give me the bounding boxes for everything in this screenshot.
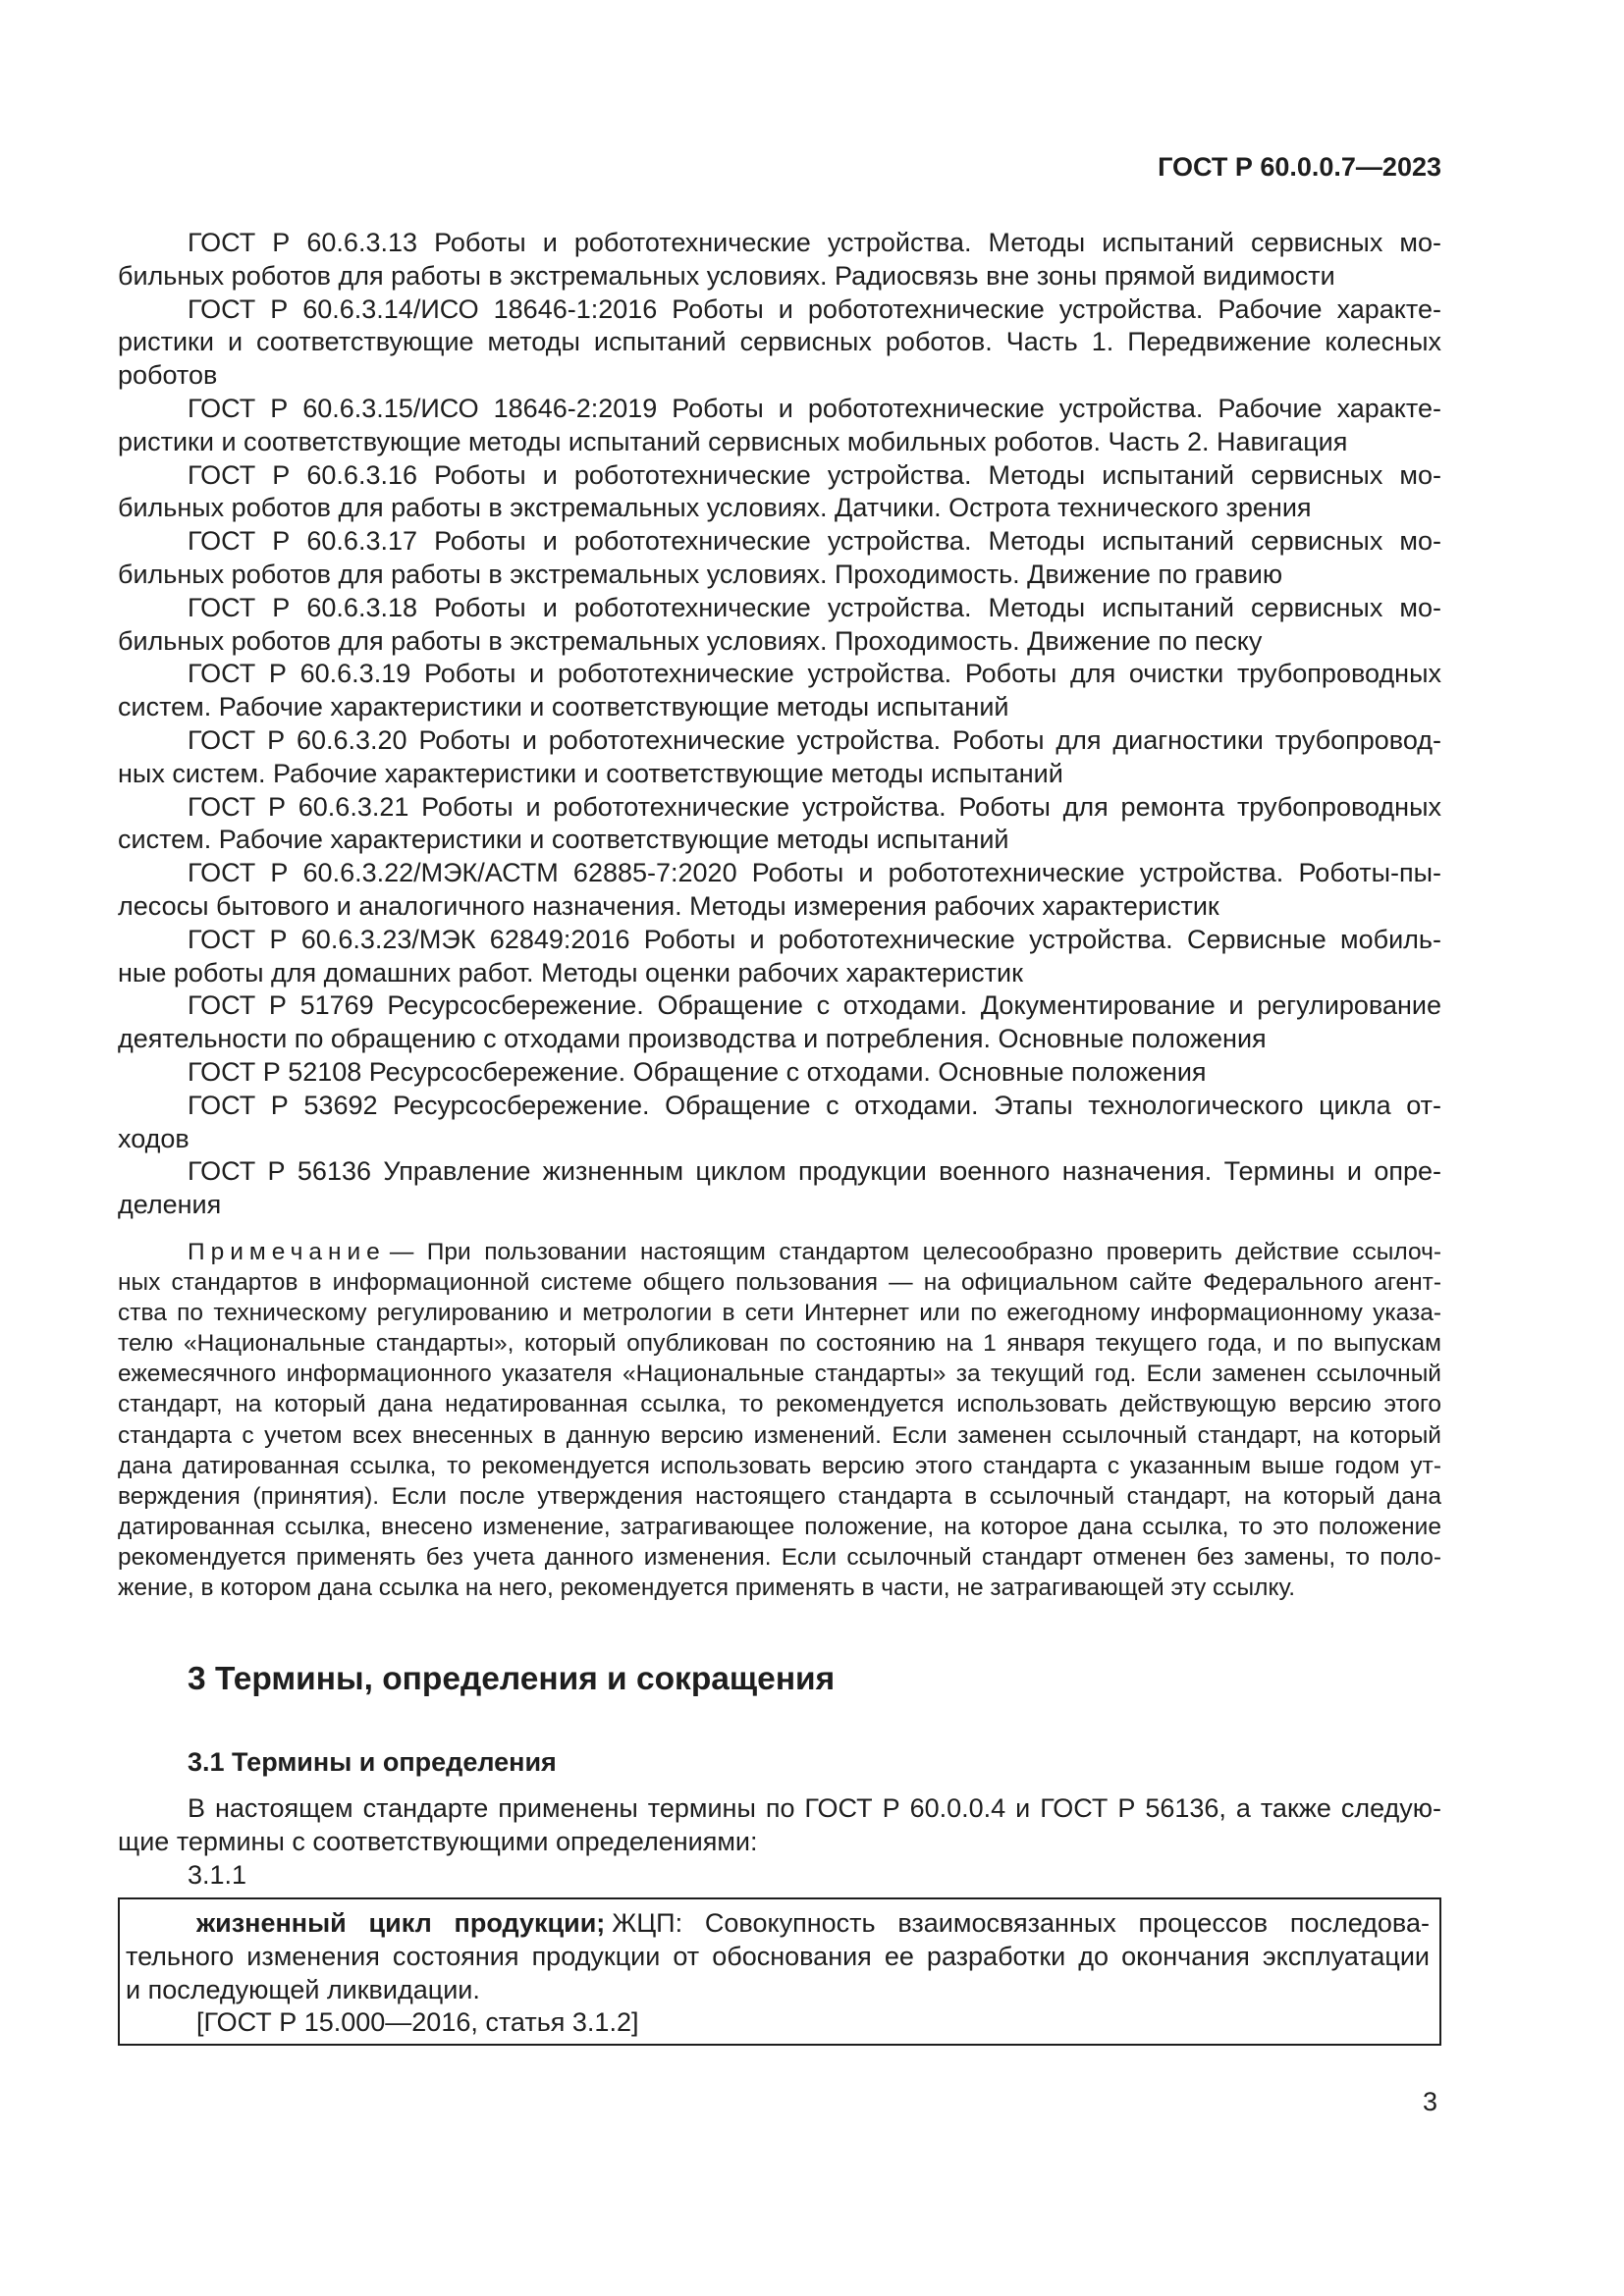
reference-entry	[118, 1090, 1441, 1156]
reference-line: деления	[118, 1190, 222, 1220]
note-line: рекомендуется применять без учета данного изменения. Если ссылочный стандарт отменен без замены, то поло-	[118, 1543, 1441, 1571]
reference-entry	[118, 459, 1441, 526]
reference-entry	[118, 1155, 1441, 1222]
term-source: [ГОСТ Р 15.000—2016, статья 3.1.2]	[196, 2007, 639, 2038]
reference-line: бильных роботов для работы в экстремальных условиях. Проходимость. Движение по песку	[118, 625, 1263, 656]
reference-line: ГОСТ Р 60.6.3.15/ИСО 18646-2:2019 Роботы и робототехнические устройства. Рабочие характе-	[188, 393, 1441, 423]
note-block	[118, 1237, 1441, 1603]
reference-entry	[118, 791, 1441, 858]
term-line	[126, 1907, 1430, 1941]
note-text: — При пользовании настоящим стандартом целесообразно проверить действие ссылоч-	[389, 1239, 1441, 1265]
note-line: ных стандартов в информационной системе общего пользования — на официальном сайте Федерального агент-	[118, 1269, 1441, 1297]
note-line: дана датированная ссылка, то рекомендуется использовать версию этого стандарта с указанным выше годом ут-	[118, 1452, 1441, 1479]
reference-line: ГОСТ Р 53692 Ресурсосбережение. Обращение с отходами. Этапы технологического цикла от-	[188, 1090, 1441, 1120]
reference-entry	[118, 592, 1441, 659]
reference-line: ГОСТ Р 60.6.3.21 Роботы и робототехнические устройства. Роботы для ремонта трубопроводных	[188, 791, 1441, 822]
subsection-heading: 3.1 Термины и определения	[188, 1747, 557, 1777]
reference-line: ходов	[118, 1123, 189, 1153]
term-definition-box	[118, 1897, 1441, 2046]
reference-entry	[118, 857, 1441, 924]
normative-references-list	[118, 227, 1441, 1222]
reference-line: ГОСТ Р 60.6.3.14/ИСО 18646-1:2016 Роботы и робототехнические устройства. Рабочие характе-	[188, 294, 1441, 324]
reference-line: ГОСТ Р 52108 Ресурсосбережение. Обращение с отходами. Основные положения	[188, 1056, 1207, 1087]
section-intro	[118, 1792, 1441, 1892]
reference-line: ГОСТ Р 60.6.3.13 Роботы и робототехнические устройства. Методы испытаний сервисных мо-	[188, 228, 1441, 257]
intro-line: В настоящем стандарте применены термины по ГОСТ Р 60.0.0.4 и ГОСТ Р 56136, а также следую-	[188, 1793, 1441, 1823]
note-line: ежемесячного информационного указателя «Национальные стандарты» за текущий год. Если заменен ссылочный	[118, 1361, 1441, 1388]
note-line	[118, 1237, 1441, 1267]
reference-line: ГОСТ Р 60.6.3.16 Роботы и робототехнические устройства. Методы испытаний сервисных мо-	[188, 459, 1441, 490]
reference-line: ных систем. Рабочие характеристики и соответствующие методы испытаний	[118, 758, 1063, 788]
reference-line: ГОСТ Р 60.6.3.19 Роботы и робототехнические устройства. Роботы для очистки трубопроводных	[188, 659, 1441, 689]
note-line: стандарт, на который дана недатированная ссылка, то рекомендуется использовать действующую версию этого	[118, 1391, 1441, 1418]
reference-line: бильных роботов для работы в экстремальных условиях. Датчики. Острота технического зрения	[118, 493, 1312, 523]
reference-line: систем. Рабочие характеристики и соответствующие методы испытаний	[118, 825, 1009, 855]
term-line: тельного изменения состояния продукции от обоснования ее разработки до окончания эксплуатации	[126, 1941, 1430, 1971]
reference-entry	[118, 924, 1441, 990]
reference-line: систем. Рабочие характеристики и соответствующие методы испытаний	[118, 692, 1009, 722]
reference-line: ГОСТ Р 51769 Ресурсосбережение. Обращение с отходами. Документирование и регулирование	[188, 990, 1441, 1021]
reference-line: ГОСТ Р 60.6.3.20 Роботы и робототехнические устройства. Роботы для диагностики трубопровод-	[188, 724, 1441, 755]
reference-entry	[118, 724, 1441, 791]
section-heading: 3 Термины, определения и сокращения	[188, 1661, 836, 1697]
note-line: ства по техническому регулированию и метрологии в сети Интернет или по ежегодному информационному указа-	[118, 1300, 1441, 1327]
reference-entry	[118, 1056, 1441, 1090]
note-line: датированная ссылка, внесено изменение, затрагивающее положение, на которое дана ссылка, то это положение	[118, 1513, 1441, 1540]
note-line: стандарта с учетом всех внесенных в данную версию изменений. Если заменен ссылочный стандарт, на который	[118, 1421, 1441, 1449]
term-name: жизненный цикл продукции;	[196, 1908, 606, 1938]
reference-line: ГОСТ Р 60.6.3.22/МЭК/АСТМ 62885-7:2020 Роботы и робототехнические устройства. Роботы-пы-	[188, 858, 1441, 888]
reference-entry	[118, 227, 1441, 294]
reference-line: бильных роботов для работы в экстремальных условиях. Радиосвязь вне зоны прямой видимости	[118, 260, 1335, 291]
reference-line: лесосы бытового и аналогичного назначения. Методы измерения рабочих характеристик	[118, 890, 1219, 921]
reference-entry	[118, 989, 1441, 1056]
reference-line: бильных роботов для работы в экстремальных условиях. Проходимость. Движение по гравию	[118, 559, 1283, 589]
reference-line: ГОСТ Р 60.6.3.17 Роботы и робототехнические устройства. Методы испытаний сервисных мо-	[188, 526, 1441, 557]
term-line: и последующей ликвидации.	[126, 1974, 480, 2004]
term-definition: ЖЦП: Совокупность взаимосвязанных процессов последова-	[612, 1908, 1430, 1938]
document-code: ГОСТ Р 60.0.0.7—2023	[1158, 152, 1441, 182]
reference-entry	[118, 658, 1441, 724]
reference-entry	[118, 294, 1441, 393]
note-line: телю «Национальные стандарты», который опубликован по состоянию на 1 января текущего года, и по выпускам	[118, 1330, 1441, 1358]
reference-line: роботов	[118, 360, 218, 391]
reference-line: ристики и соответствующие методы испытаний сервисных роботов. Часть 1. Передвижение колесных	[118, 327, 1441, 357]
reference-line: ГОСТ Р 56136 Управление жизненным циклом продукции военного назначения. Термины и опре-	[188, 1156, 1441, 1187]
reference-line: ные роботы для домашних работ. Методы оценки рабочих характеристик	[118, 957, 1023, 988]
reference-line: ристики и соответствующие методы испытаний сервисных мобильных роботов. Часть 2. Навигация	[118, 426, 1348, 456]
note-line: верждения (принятия). Если после утверждения настоящего стандарта в ссылочный стандарт, на который дана	[118, 1482, 1441, 1510]
intro-line: щие термины с соответствующими определениями:	[118, 1826, 758, 1856]
note-label: Примечание	[188, 1239, 386, 1265]
reference-line: ГОСТ Р 60.6.3.23/МЭК 62849:2016 Роботы и робототехнические устройства. Сервисные мобиль-	[188, 924, 1441, 954]
reference-entry	[118, 393, 1441, 459]
reference-entry	[118, 525, 1441, 592]
page-number: 3	[1422, 2087, 1437, 2116]
reference-line: ГОСТ Р 60.6.3.18 Роботы и робототехнические устройства. Методы испытаний сервисных мо-	[188, 592, 1441, 622]
clause-number: 3.1.1	[188, 1859, 247, 1890]
note-line: жение, в котором дана ссылка на него, рекомендуется применять в части, не затрагивающей эту ссылку.	[118, 1575, 1296, 1602]
reference-line: деятельности по обращению с отходами производства и потребления. Основные положения	[118, 1024, 1267, 1054]
